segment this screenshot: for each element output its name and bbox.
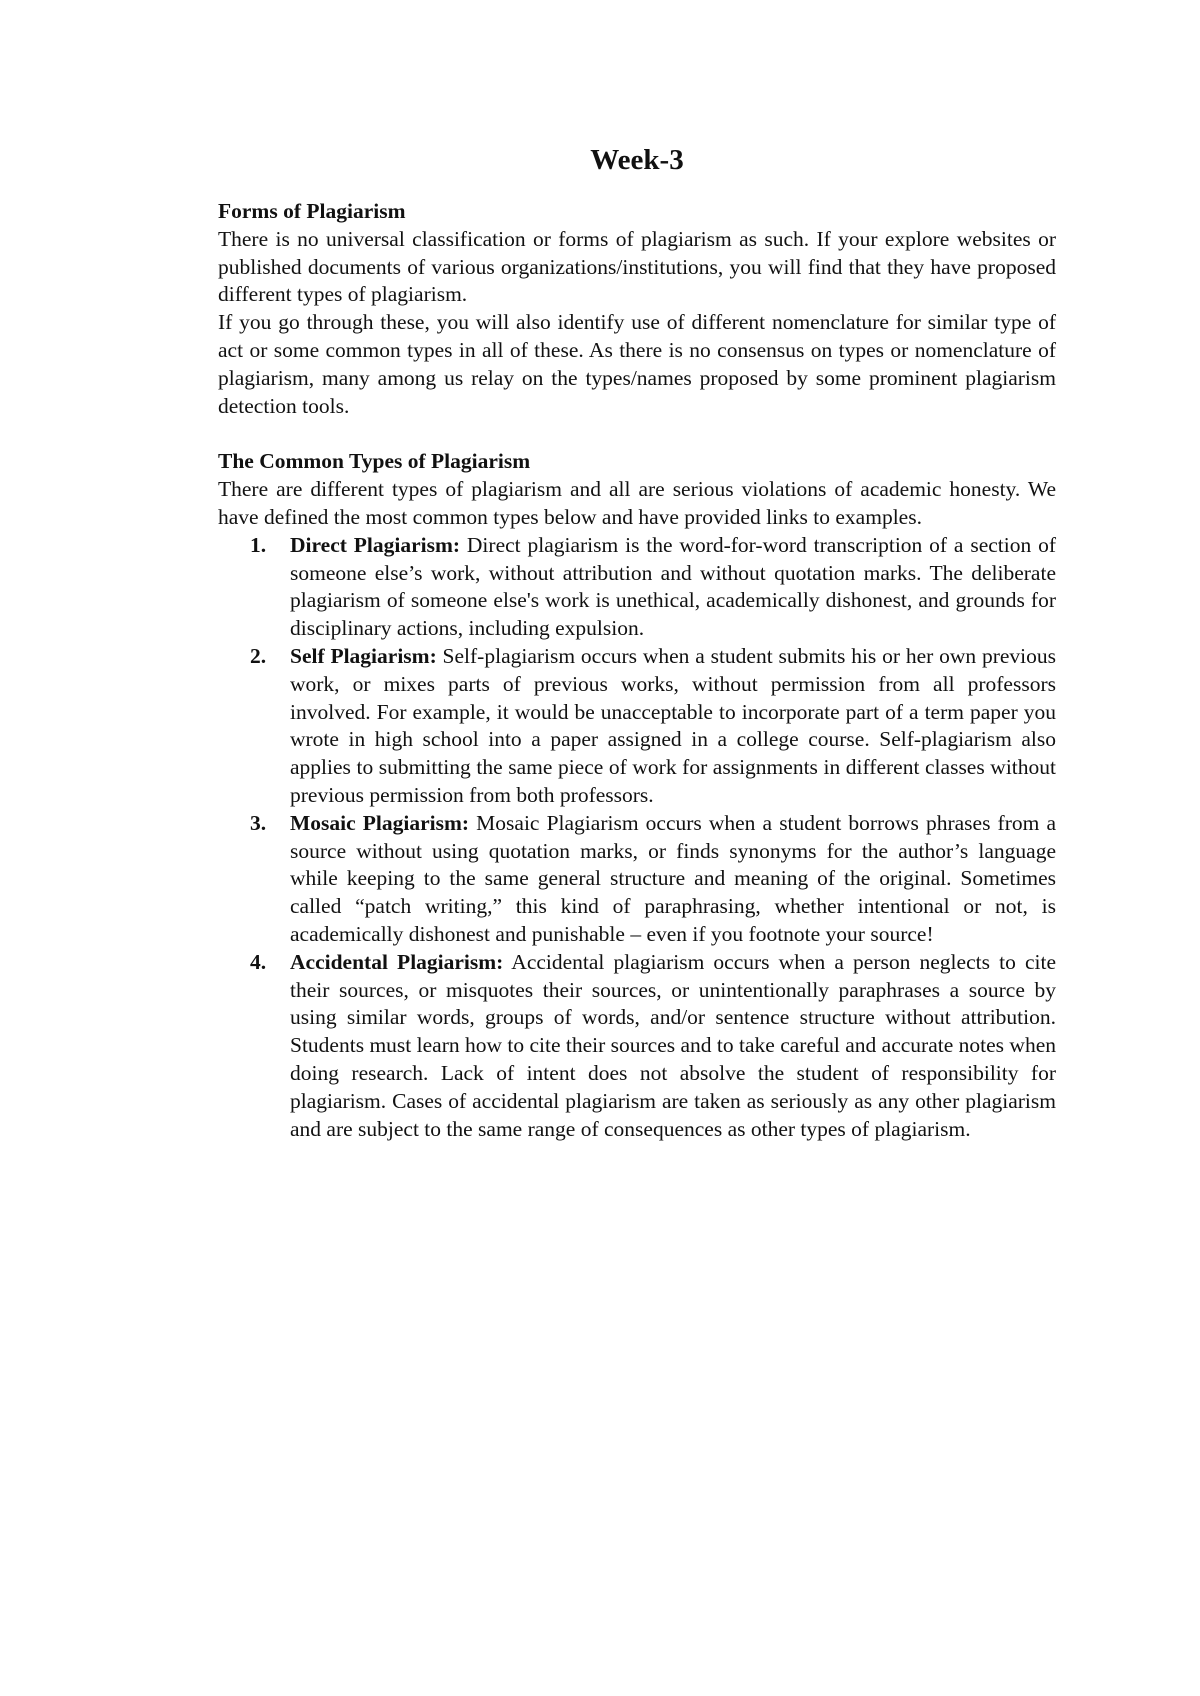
list-item-term: Accidental Plagiarism: <box>290 949 504 974</box>
plagiarism-types-list <box>218 532 1056 1144</box>
list-item-text: Mosaic Plagiarism occurs when a student borrows phrases from a source without using quotation marks, or finds synonyms for the author’s language while keeping to the same general structure and meaning of the original. Sometimes called “patch writing,” this kind of paraphrasing, whether intentional or not, is academically dishonest and punishable – even if you footnote your source! <box>290 810 1056 946</box>
list-item-number: 4. <box>250 949 267 974</box>
forms-section-heading: Forms of Plagiarism <box>218 199 406 223</box>
list-item-number: 2. <box>250 643 267 668</box>
list-item-accidental-plagiarism <box>218 949 1056 1144</box>
list-item-text: Self-plagiarism occurs when a student submits his or her own previous work, or mixes parts of previous works, without permission from all professors involved. For example, it would be unacceptable to incorporate part of a term paper you wrote in high school into a paper assigned in a college course. Self-plagiarism also applies to submitting the same piece of work for assignments in different classes without previous permission from both professors. <box>290 643 1056 807</box>
forms-section-paragraph-1: There is no universal classification or forms of plagiarism as such. If your explore websites or published documents of various organizations/institutions, you will find that they have proposed different types of plagiarism. <box>218 226 1056 307</box>
list-item-mosaic-plagiarism <box>218 810 1056 949</box>
common-types-intro: There are different types of plagiarism and all are serious violations of academic honesty. We have defined the most common types below and have provided links to examples. <box>218 477 1056 529</box>
list-item-term: Mosaic Plagiarism: <box>290 810 470 835</box>
list-item-term: Direct Plagiarism: <box>290 532 461 557</box>
list-item-direct-plagiarism <box>218 532 1056 643</box>
list-item-text: Direct plagiarism is the word-for-word transcription of a section of someone else’s work, without attribution and without quotation marks. The deliberate plagiarism of someone else's work is unethical, academically dishonest, and grounds for disciplinary actions, including expulsion. <box>290 532 1056 641</box>
list-item-self-plagiarism <box>218 643 1056 810</box>
list-item-number: 1. <box>250 532 267 557</box>
list-item-text: Accidental plagiarism occurs when a person neglects to cite their sources, or misquotes their sources, or unintentionally paraphrases a source by using similar words, groups of words, and/or sentence structure without attribution. Students must learn how to cite their sources and to take careful and accurate notes when doing research. Lack of intent does not absolve the student of responsibility for plagiarism. Cases of accidental plagiarism are taken as seriously as any other plagiarism and are subject to the same range of consequences as other types of plagiarism. <box>290 949 1056 1141</box>
page-title: Week-3 <box>590 144 684 176</box>
list-item-number: 3. <box>250 810 267 835</box>
document-body <box>218 142 1056 1143</box>
section-spacer <box>218 420 1056 448</box>
common-types-heading: The Common Types of Plagiarism <box>218 449 531 474</box>
forms-section-paragraph-2: If you go through these, you will also identify use of different nomenclature for similar type of act or some common types in all of these. As there is no consensus on types or nomenclature of plagiarism, many among us relay on the types/names proposed by some prominent plagiarism detection tools. <box>218 310 1056 418</box>
list-item-term: Self Plagiarism: <box>290 643 437 668</box>
